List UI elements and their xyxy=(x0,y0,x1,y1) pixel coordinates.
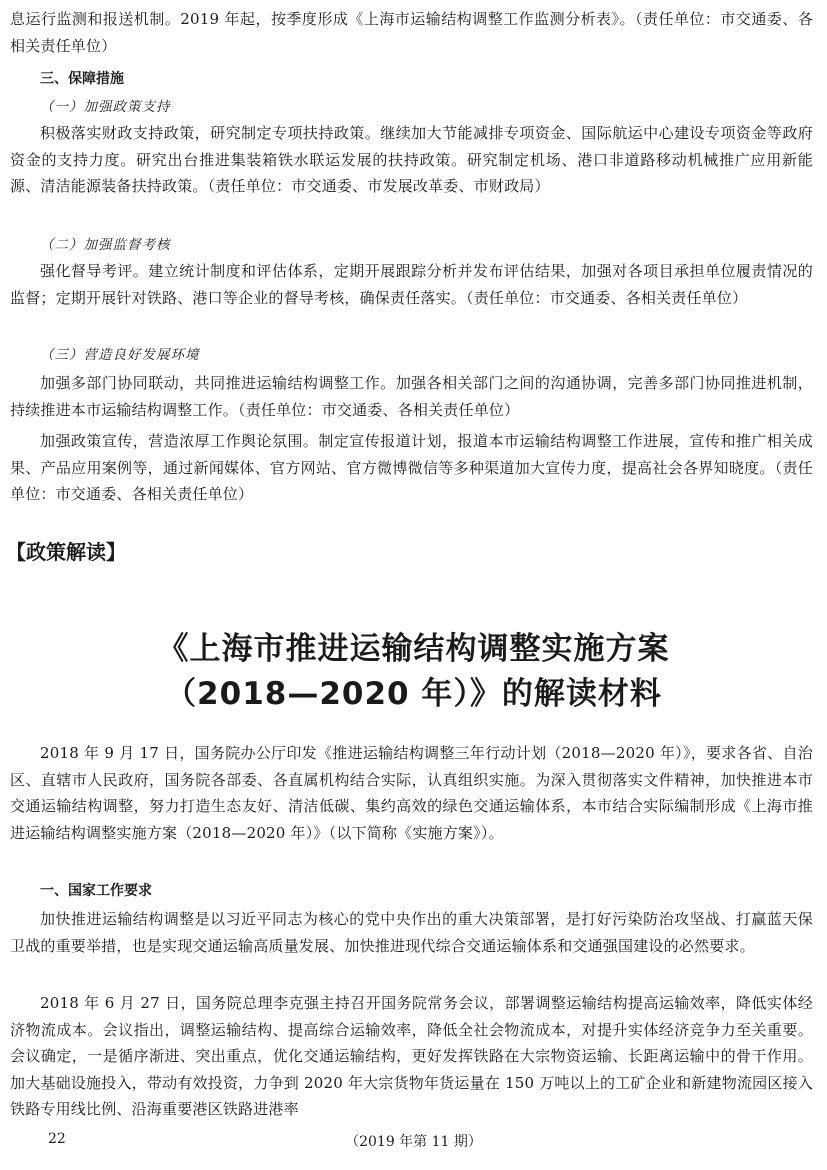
paragraph-introduction: 2018 年 9 月 17 日，国务院办公厅印发《推进运输结构调整三年行动计划（2018—2020 年）》，要求各省、自治区、直辖市人民政府，国务院各部委、各直属机构结合实际，认真组织实施。为深入贯彻落实文件精神，加快推进本市交通运输结构调整，努力打造生态友好、清洁低碳、集约高效的绿色交通运输体系，本市结合实际编制形成《上海市推进运输结构调整实施方案（2018—2020 年）》（以下简称《实施方案》）。 xyxy=(10,744,813,842)
heading-environment: （三）营造良好发展环境 xyxy=(40,347,200,363)
heading-guarantee-measures: 三、保障措施 xyxy=(40,71,124,87)
issue-label: （2019 年第 11 期） xyxy=(345,1134,482,1150)
heading-national-requirements: 一、国家工作要求 xyxy=(40,883,152,899)
paragraph-state-council-meeting: 2018 年 6 月 27 日，国务院总理李克强主持召开国务院常务会议，部署调整运输结构提高运输效率，降低实体经济物流成本。会议指出，调整运输结构、提高综合运输效率，降低全社会物流成本，对提升实体经济竞争力至关重要。会议确定，一是循序渐进、突出重点，优化交通运输结构，更好发挥铁路在大宗物资运输、长距离运输中的骨干作用。加大基础设施投入，带动有效投资，力争到 2020 年大宗货物年货运量在 150 万吨以上的工矿企业和新建物流园区接入铁路专用线比例、沿海重要港区铁路进港率 xyxy=(10,994,813,1118)
paragraph-policy-support: 积极落实财政支持政策，研究制定专项扶持政策。继续加大节能减排专项资金、国际航运中心建设专项资金等政府资金的支持力度。研究出台推进集装箱铁水联运发展的扶持政策。研究制定机场、港口非道路移动机械推广应用新能源、清洁能源装备扶持政策。（责任单位：市交通委、市发展改革委、市财政局） xyxy=(10,124,813,195)
article-title-line2: （2018—2020 年）》的解读材料 xyxy=(165,676,662,712)
article-title-line1: 《上海市推进运输结构调整实施方案 xyxy=(157,631,670,667)
paragraph-supervision: 强化督导考评。建立统计制度和评估体系，定期开展跟踪分析并发布评估结果，加强对各项目承担单位履责情况的监督；定期开展针对铁路、港口等企业的督导考核，确保责任落实。（责任单位：市交通委、各相关责任单位） xyxy=(10,262,813,307)
section-tag-policy-interpretation: 【政策解读】 xyxy=(6,540,126,564)
paragraph-monitoring: 息运行监测和报送机制。2019 年起，按季度形成《上海市运输结构调整工作监测分析表》。（责任单位：市交通委、各相关责任单位） xyxy=(10,10,813,55)
paragraph-national-requirements: 加快推进运输结构调整是以习近平同志为核心的党中央作出的重大决策部署，是打好污染防治攻坚战、打赢蓝天保卫战的重要举措，也是实现交通运输高质量发展、加快推进现代综合交通运输体系和交通强国建设的必然要求。 xyxy=(10,910,813,955)
page-number: 22 xyxy=(48,1131,66,1147)
paragraph-publicity: 加强政策宣传，营造浓厚工作舆论氛围。制定宣传报道计划，报道本市运输结构调整工作进展，宣传和推广相关成果、产品应用案例等，通过新闻媒体、官方网站、官方微博微信等多种渠道加大宣传力度，提高社会各界知晓度。（责任单位：市交通委、各相关责任单位） xyxy=(10,432,813,503)
heading-supervision: （二）加强监督考核 xyxy=(40,237,171,253)
paragraph-coordination: 加强多部门协同联动，共同推进运输结构调整工作。加强各相关部门之间的沟通协调，完善多部门协同推进机制，持续推进本市运输结构调整工作。（责任单位：市交通委、各相关责任单位） xyxy=(10,374,813,419)
heading-policy-support: （一）加强政策支持 xyxy=(40,99,171,115)
